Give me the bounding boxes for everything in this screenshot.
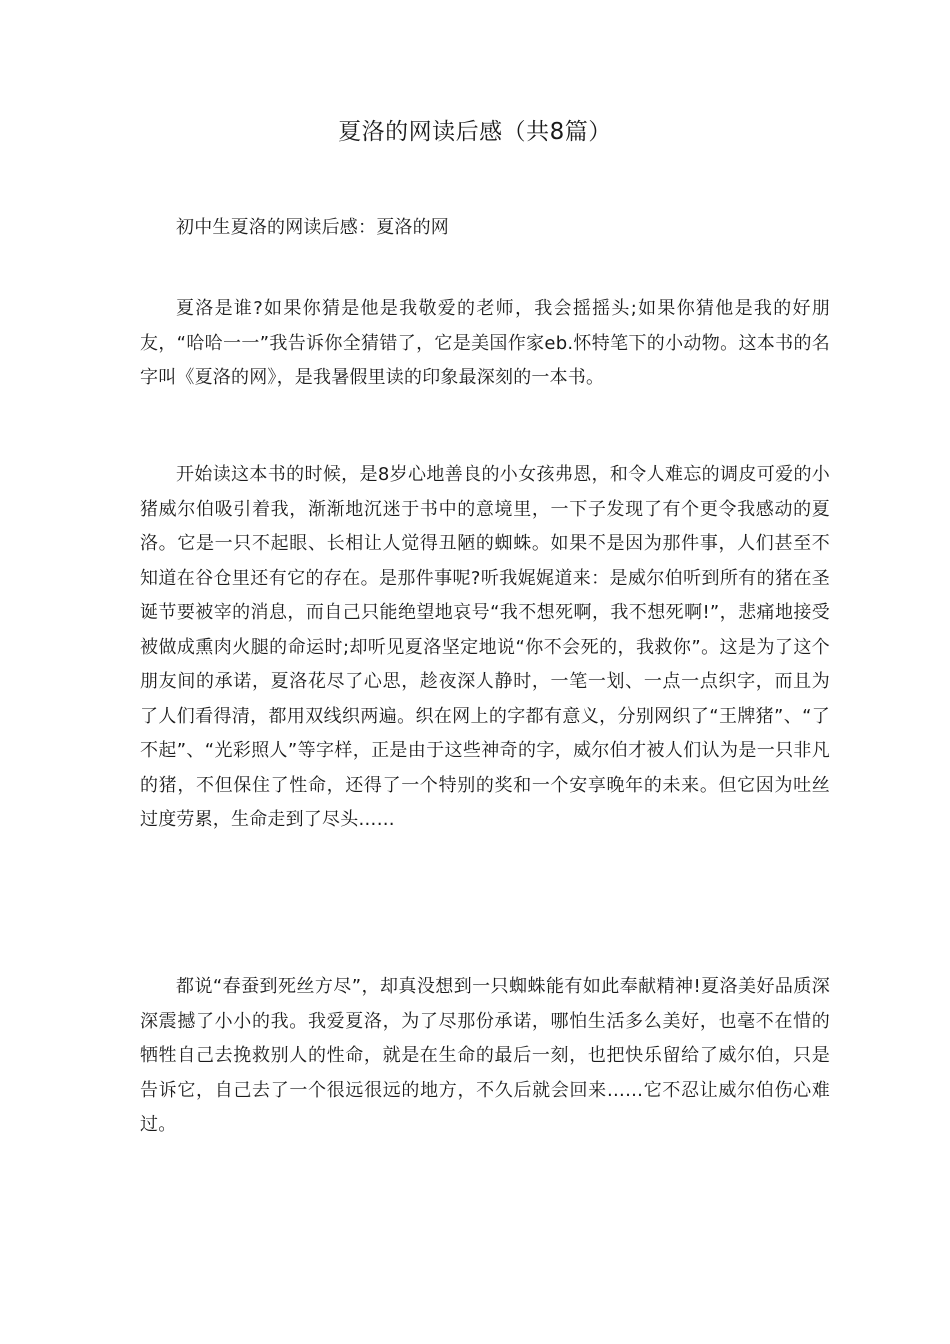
document-title: 夏洛的网读后感（共8篇） xyxy=(338,119,612,145)
paragraph-2: 开始读这本书的时候，是8岁心地善良的小女孩弗恩，和令人难忘的调皮可爱的小猪威尔伯吸引着我，渐渐地沉迷于书中的意境里，一下子发现了有个更令我感动的夏洛。它是一只不起眼、长相让人觉得丑陋的蜘蛛。如果不是因为那件事，人们甚至不知道在谷仓里还有它的存在。是那件事呢?听我娓娓道来：是威尔伯听到所有的猪在圣诞节要被宰的消息，而自己只能绝望地哀号“我不想死啊，我不想死啊!”，悲痛地接受被做成熏肉火腿的命运时;却听见夏洛坚定地说“你不会死的，我救你”。这是为了这个朋友间的承诺，夏洛花尽了心思，趁夜深人静时，一笔一划、一点一点织字，而且为了人们看得清，都用双线织两遍。织在网上的字都有意义，分别网织了“王牌猪”、“了不起”、“光彩照人”等字样，正是由于这些神奇的字，威尔伯才被人们认为是一只非凡的猪，不但保住了性命，还得了一个特别的奖和一个安享晚年的未来。但它因为吐丝过度劳累，生命走到了尽头…… xyxy=(140,464,830,830)
paragraph-1: 夏洛是谁?如果你猜是他是我敬爱的老师，我会摇摇头;如果你猜他是我的好朋友，“哈哈一一”我告诉你全猜错了，它是美国作家eb.怀特笔下的小动物。这本书的名字叫《夏洛的网》，是我暑假里读的印象最深刻的一本书。 xyxy=(140,298,830,388)
paragraph-3: 都说“春蚕到死丝方尽”，却真没想到一只蜘蛛能有如此奉献精神!夏洛美好品质深深震撼了小小的我。我爱夏洛，为了尽那份承诺，哪怕生活多么美好，也毫不在惜的牺牲自己去挽救别人的性命，就是在生命的最后一刻，也把快乐留给了威尔伯，只是告诉它，自己去了一个很远很远的地方，不久后就会回来……它不忍让威尔伯伤心难过。 xyxy=(140,976,830,1135)
section-subtitle: 初中生夏洛的网读后感：夏洛的网 xyxy=(176,217,449,238)
